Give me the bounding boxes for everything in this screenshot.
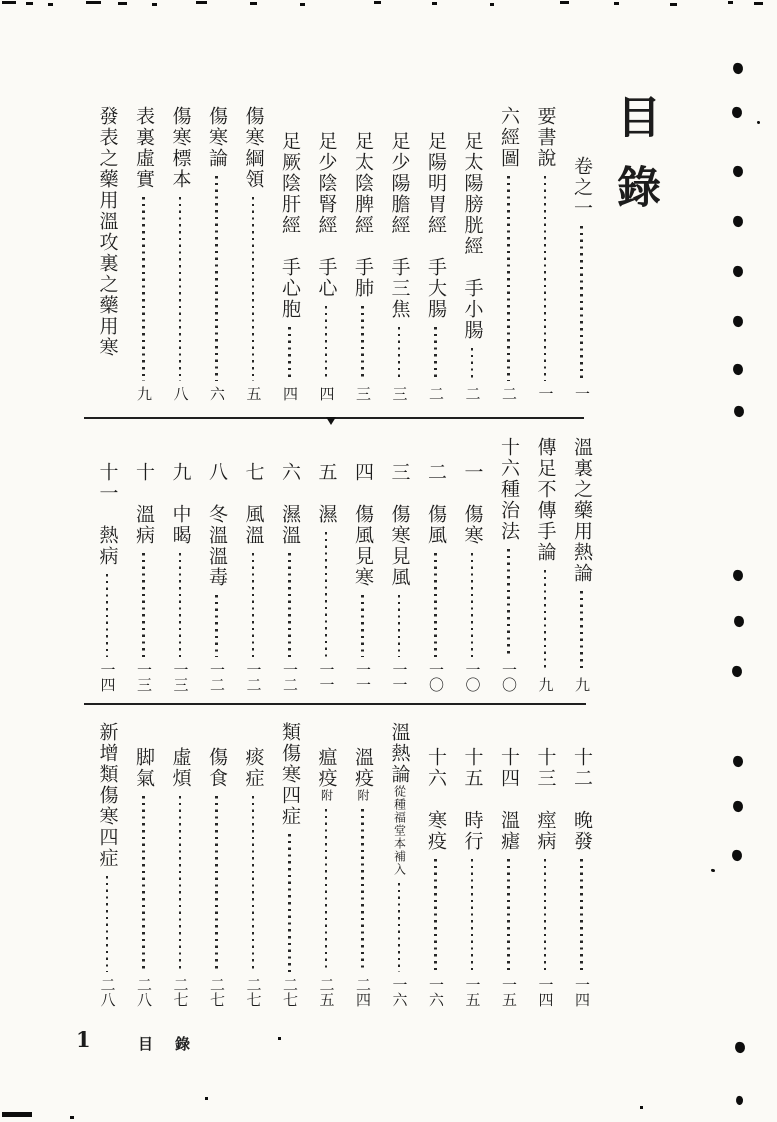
toc-entry xyxy=(571,106,592,402)
scan-mark xyxy=(374,1,381,4)
toc-entry xyxy=(425,722,446,1008)
entry-title: 十一 熱病 xyxy=(96,462,119,567)
entry-title: 足太陰脾經 手肺 xyxy=(352,131,374,299)
scan-mark xyxy=(732,755,743,767)
entry-page-number: 二八 xyxy=(135,977,153,1007)
entry-page-number: 一六 xyxy=(427,977,445,1007)
scan-mark xyxy=(70,1116,74,1119)
toc-entry xyxy=(170,722,191,1008)
dot-leader xyxy=(288,553,291,657)
entry-page-number: 六 xyxy=(208,386,226,401)
dot-leader xyxy=(471,859,474,972)
dot-leader xyxy=(580,591,583,672)
toc-section-1 xyxy=(80,106,592,402)
entry-page-number: 二八 xyxy=(98,977,117,1007)
entry-page-number: 九 xyxy=(536,677,555,692)
dot-leader xyxy=(507,176,510,381)
toc-entry xyxy=(279,437,300,693)
toc-section-2 xyxy=(80,437,592,693)
entry-page-number: 二七 xyxy=(171,977,190,1007)
toc-entry xyxy=(352,106,373,402)
dot-leader xyxy=(544,570,547,672)
scan-mark xyxy=(732,363,743,375)
toc-entry xyxy=(535,106,556,402)
toc-entry xyxy=(243,437,264,693)
entry-title: 七 風溫 xyxy=(242,462,265,546)
entry-title: 虛煩 xyxy=(169,747,192,789)
toc-entry xyxy=(425,437,446,693)
dot-leader xyxy=(398,327,401,381)
scan-mark xyxy=(732,265,743,277)
dot-leader xyxy=(252,197,255,381)
entry-note: 附 xyxy=(356,789,370,802)
scan-mark xyxy=(670,3,677,6)
toc-entry xyxy=(243,106,264,402)
dot-leader xyxy=(179,553,182,657)
scan-mark xyxy=(48,3,53,6)
entry-title: 十三 痙病 xyxy=(534,747,557,852)
entry-page-number: 二七 xyxy=(244,977,263,1007)
toc-entry xyxy=(97,106,118,402)
entry-title: 痰症 xyxy=(242,747,265,789)
entry-page-number: 三 xyxy=(390,386,409,401)
entry-title: 足少陽膽經 手三焦 xyxy=(388,131,411,320)
dot-leader xyxy=(142,796,145,972)
dot-leader xyxy=(252,553,255,657)
toc-entry xyxy=(535,722,556,1008)
entry-title: 傷寒標本 xyxy=(169,106,192,190)
entry-title: 十 溫病 xyxy=(133,462,155,546)
scan-mark xyxy=(731,106,742,118)
dot-leader xyxy=(544,176,547,381)
entry-title: 足少陰腎經 手心 xyxy=(315,131,338,299)
scan-mark xyxy=(732,315,743,327)
entry-title: 三 傷寒見風 xyxy=(388,462,411,588)
scan-mark xyxy=(757,121,760,124)
entry-title: 瘟疫附 xyxy=(315,747,338,802)
toc-entry xyxy=(389,437,410,693)
entry-title: 四 傷風見寒 xyxy=(352,462,374,588)
toc-entry xyxy=(133,722,154,1008)
scan-mark xyxy=(118,2,127,5)
scan-mark xyxy=(196,1,207,4)
dot-leader xyxy=(544,859,547,972)
entry-page-number: 九 xyxy=(135,386,153,401)
toc-entry xyxy=(206,106,227,402)
scan-mark xyxy=(490,3,494,6)
scan-mark xyxy=(640,1106,643,1109)
dot-leader xyxy=(434,327,437,381)
dot-leader xyxy=(361,306,364,381)
scan-mark xyxy=(152,3,157,6)
entry-title: 足太陽膀胱經 手小腸 xyxy=(461,131,484,341)
entry-page-number: 五 xyxy=(244,386,263,401)
dot-leader xyxy=(434,553,437,657)
toc-entry xyxy=(462,722,483,1008)
page-title: 目錄 xyxy=(609,94,660,234)
scan-mark xyxy=(278,1037,281,1040)
toc-entry xyxy=(97,722,118,1008)
toc-entry xyxy=(571,437,592,693)
scan-mark xyxy=(733,405,744,417)
scan-mark xyxy=(250,2,257,5)
toc-entry xyxy=(316,106,337,402)
dot-leader xyxy=(361,595,364,657)
entry-note: 從種福堂本補入 xyxy=(392,785,407,876)
toc-entry xyxy=(279,722,300,1008)
entry-title: 新增類傷寒四症 xyxy=(96,722,119,869)
toc-entry xyxy=(535,437,556,693)
entry-page-number: 一五 xyxy=(463,977,482,1007)
entry-page-number: 四 xyxy=(281,386,299,401)
dot-leader xyxy=(179,197,182,381)
scan-mark xyxy=(205,1097,208,1100)
entry-page-number: 一 xyxy=(536,386,555,401)
entry-title: 六 濕溫 xyxy=(279,462,301,546)
toc-section-3 xyxy=(80,722,592,1008)
scan-mark xyxy=(560,1,569,4)
scan-mark xyxy=(735,1096,743,1106)
entry-page-number: 一二 xyxy=(281,662,299,692)
entry-page-number: 一三 xyxy=(171,662,190,692)
entry-title: 脚氣 xyxy=(133,747,155,789)
entry-title: 九 中暍 xyxy=(169,462,192,546)
entry-title: 傷食 xyxy=(206,747,228,789)
entry-title: 十四 溫瘧 xyxy=(498,747,520,852)
dot-leader xyxy=(580,859,583,972)
entry-page-number: 一三 xyxy=(135,662,153,692)
toc-entry xyxy=(389,722,410,1008)
entry-title: 十五 時行 xyxy=(461,747,484,852)
entry-title: 傷寒論 xyxy=(206,106,228,169)
entry-page-number: 九 xyxy=(573,677,591,692)
entry-title: 六經圖 xyxy=(498,106,520,169)
toc-entry xyxy=(462,437,483,693)
entry-title: 表裏虛實 xyxy=(133,106,155,190)
toc-entry xyxy=(243,722,264,1008)
scan-mark xyxy=(732,569,743,581)
dot-leader xyxy=(398,883,401,972)
toc-entry xyxy=(133,106,154,402)
dot-leader xyxy=(288,327,291,381)
dot-leader xyxy=(215,176,218,381)
entry-title: 十六種治法 xyxy=(498,437,520,542)
fold-rule xyxy=(84,703,586,705)
scan-mark xyxy=(2,1112,32,1117)
dot-leader xyxy=(325,809,328,972)
scan-mark xyxy=(754,2,763,5)
dot-leader xyxy=(252,796,255,972)
scan-mark xyxy=(732,215,743,227)
entry-page-number: 二四 xyxy=(354,977,372,1007)
entry-title: 溫疫附 xyxy=(352,747,374,802)
dot-leader xyxy=(179,796,182,972)
scan-mark xyxy=(26,2,33,5)
scan-mark xyxy=(728,1,733,4)
toc-entry xyxy=(498,722,519,1008)
entry-page-number: 三 xyxy=(354,386,372,401)
scan-mark xyxy=(731,849,742,861)
toc-entry xyxy=(206,437,227,693)
entry-page-number: 一四 xyxy=(98,662,117,692)
entry-title: 溫裏之藥用熱論 xyxy=(571,437,593,584)
entry-page-number: 一〇 xyxy=(500,662,518,692)
toc-entry xyxy=(462,106,483,402)
scan-mark xyxy=(732,800,743,812)
dot-leader xyxy=(507,859,510,972)
dot-leader xyxy=(288,834,291,972)
scan-mark xyxy=(300,3,305,6)
entry-title: 傳足不傳手論 xyxy=(534,437,557,563)
entry-page-number: 二 xyxy=(500,386,518,401)
dot-leader xyxy=(434,859,437,972)
dot-leader xyxy=(325,306,328,381)
entry-title: 十六 寒疫 xyxy=(425,747,447,852)
dot-leader xyxy=(142,197,145,381)
entry-title: 要書說 xyxy=(534,106,557,169)
entry-title: 發表之藥用溫攻裏之藥用寒 xyxy=(96,106,119,358)
dot-leader xyxy=(471,348,474,381)
entry-page-number: 一四 xyxy=(536,977,555,1007)
scan-mark xyxy=(711,869,715,873)
toc-entry xyxy=(352,722,373,1008)
entry-title: 溫熱論從種福堂本補入 xyxy=(388,722,411,876)
entry-page-number: 一六 xyxy=(390,977,409,1007)
scan-mark xyxy=(732,62,743,74)
dot-leader xyxy=(507,549,510,657)
dot-leader xyxy=(398,595,401,657)
toc-entry xyxy=(170,106,191,402)
scan-mark xyxy=(732,165,743,177)
dot-leader xyxy=(106,876,109,972)
toc-entry xyxy=(352,437,373,693)
toc-entry xyxy=(498,437,519,693)
scan-mark xyxy=(2,1,16,4)
scan-mark xyxy=(86,1,101,4)
scan-mark xyxy=(734,1041,745,1053)
entry-title: 足厥陰肝經 手心胞 xyxy=(279,131,301,320)
entry-page-number: 一五 xyxy=(500,977,518,1007)
toc-entry xyxy=(389,106,410,402)
entry-note: 附 xyxy=(319,789,334,802)
entry-title: 類傷寒四症 xyxy=(279,722,301,827)
entry-page-number: 一四 xyxy=(573,977,591,1007)
scan-mark xyxy=(614,2,619,5)
entry-title: 五 濕 xyxy=(315,462,338,525)
dot-leader xyxy=(471,553,474,657)
entry-page-number: 一二 xyxy=(244,662,263,692)
toc-entry xyxy=(97,437,118,693)
entry-page-number: 二 xyxy=(427,386,445,401)
entry-page-number: 一二 xyxy=(208,662,226,692)
entry-page-number: 一一 xyxy=(317,662,336,692)
entry-page-number: 一〇 xyxy=(427,662,445,692)
toc-entry xyxy=(316,722,337,1008)
toc-entry xyxy=(498,106,519,402)
entry-page-number: 二五 xyxy=(317,977,336,1007)
toc-entry xyxy=(133,437,154,693)
dot-leader xyxy=(361,809,364,972)
entry-title: 足陽明胃經 手大腸 xyxy=(425,131,447,320)
entry-title: 十二 晚發 xyxy=(571,747,593,852)
entry-page-number: 二 xyxy=(463,386,482,401)
entry-title: 一 傷寒 xyxy=(461,462,484,546)
scan-mark xyxy=(731,665,742,677)
dot-leader xyxy=(215,595,218,657)
toc-entry xyxy=(279,106,300,402)
entry-title: 八 冬溫溫毒 xyxy=(206,462,228,588)
dot-leader xyxy=(580,226,583,381)
scan-mark xyxy=(733,615,744,627)
toc-entry xyxy=(316,437,337,693)
entry-page-number: 四 xyxy=(317,386,336,401)
entry-page-number: 一一 xyxy=(354,662,372,692)
toc-entry xyxy=(571,722,592,1008)
dot-leader xyxy=(325,532,328,657)
toc-entry xyxy=(425,106,446,402)
dot-leader xyxy=(142,553,145,657)
ink-notch xyxy=(326,417,336,425)
dot-leader xyxy=(215,796,218,972)
entry-title: 卷之一 xyxy=(571,156,593,219)
entry-page-number: 二七 xyxy=(281,977,299,1007)
folio-page-number: 1 xyxy=(76,1027,91,1052)
dot-leader xyxy=(106,574,109,657)
scan-mark xyxy=(432,2,437,5)
entry-title: 二 傷風 xyxy=(425,462,447,546)
footer-running-title: 目錄 xyxy=(138,1035,213,1053)
entry-page-number: 一一 xyxy=(390,662,409,692)
entry-title: 傷寒綱領 xyxy=(242,106,265,190)
entry-page-number: 二七 xyxy=(208,977,226,1007)
entry-page-number: 一 xyxy=(573,386,591,401)
entry-page-number: 八 xyxy=(171,386,190,401)
toc-entry xyxy=(170,437,191,693)
entry-page-number: 一〇 xyxy=(463,662,482,692)
toc-entry xyxy=(206,722,227,1008)
